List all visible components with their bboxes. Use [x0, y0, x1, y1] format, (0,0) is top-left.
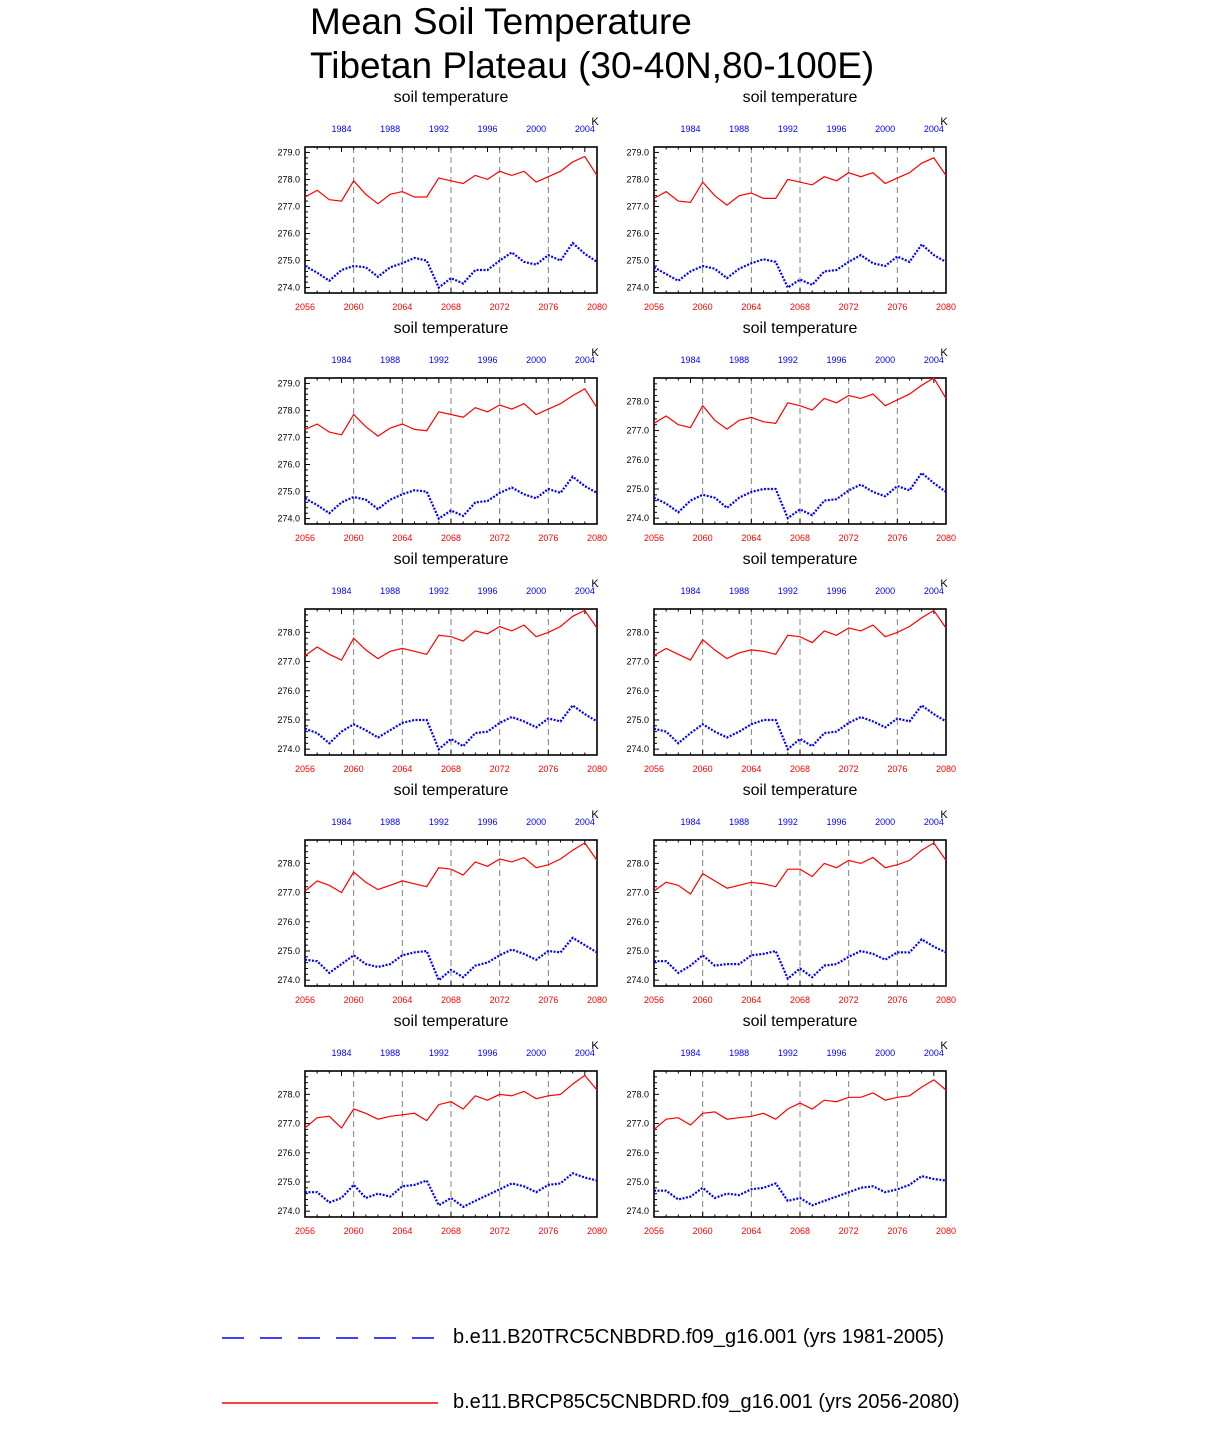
x-tick-label-bottom: 2072 — [838, 533, 859, 543]
y-tick-label: 277.0 — [277, 201, 300, 212]
y-tick-label: 278.0 — [277, 405, 300, 416]
y-tick-label: 275.0 — [626, 483, 649, 494]
x-tick-label-top: 2000 — [875, 1048, 896, 1058]
y-tick-label: 274.0 — [277, 1206, 300, 1217]
panel-title: soil temperature — [393, 782, 509, 799]
x-tick-label-bottom: 2080 — [935, 302, 957, 312]
y-tick-label: 275.0 — [277, 486, 300, 497]
x-tick-label-bottom: 2060 — [343, 1226, 364, 1236]
x-tick-label-bottom: 2072 — [838, 764, 859, 774]
panel-title: soil temperature — [393, 89, 509, 106]
panel-title: soil temperature — [393, 320, 509, 337]
x-tick-label-bottom: 2080 — [935, 764, 957, 774]
x-tick-label-top: 2000 — [875, 586, 896, 596]
x-tick-label-bottom: 2080 — [586, 764, 608, 774]
x-tick-label-top: 2000 — [526, 1048, 547, 1058]
x-tick-label-bottom: 2064 — [741, 533, 762, 543]
y-tick-label: 277.0 — [277, 1118, 300, 1129]
y-tick-label: 275.0 — [626, 945, 649, 956]
x-tick-label-top: 2004 — [923, 817, 944, 827]
units-label: K — [591, 347, 599, 359]
x-tick-label-bottom: 2064 — [741, 764, 762, 774]
x-tick-label-bottom: 2056 — [294, 1226, 316, 1236]
x-tick-label-top: 1996 — [477, 817, 498, 827]
y-tick-label: 275.0 — [626, 714, 649, 725]
x-tick-label-top: 1988 — [729, 817, 750, 827]
panel-title: soil temperature — [742, 320, 858, 337]
x-tick-label-bottom: 2080 — [935, 533, 957, 543]
x-tick-label-top: 1984 — [331, 817, 352, 827]
x-tick-label-bottom: 2064 — [741, 1226, 762, 1236]
x-tick-label-bottom: 2056 — [643, 995, 665, 1005]
x-tick-label-top: 2000 — [526, 124, 547, 134]
panel-title: soil temperature — [742, 551, 858, 568]
x-tick-label-top: 1988 — [729, 355, 750, 365]
x-tick-label-bottom: 2056 — [643, 302, 665, 312]
units-label: K — [591, 578, 599, 590]
y-tick-label: 277.0 — [626, 656, 649, 667]
x-tick-label-top: 1988 — [729, 124, 750, 134]
x-tick-label-bottom: 2056 — [294, 533, 316, 543]
y-tick-label: 274.0 — [277, 975, 300, 986]
x-tick-label-top: 1992 — [777, 124, 798, 134]
x-tick-label-bottom: 2072 — [489, 1226, 510, 1236]
x-tick-label-bottom: 2072 — [489, 764, 510, 774]
x-tick-label-bottom: 2060 — [343, 764, 364, 774]
x-tick-label-top: 1988 — [380, 355, 401, 365]
x-tick-label-bottom: 2076 — [887, 302, 908, 312]
y-tick-label: 276.0 — [277, 459, 300, 470]
x-tick-label-top: 2004 — [574, 355, 595, 365]
x-tick-label-bottom: 2064 — [392, 302, 413, 312]
y-tick-label: 277.0 — [626, 887, 649, 898]
x-tick-label-top: 1996 — [826, 1048, 847, 1058]
panel-title: soil temperature — [742, 1013, 858, 1030]
x-tick-label-top: 1984 — [680, 1048, 701, 1058]
y-tick-label: 278.0 — [626, 1089, 649, 1100]
x-tick-label-bottom: 2060 — [343, 302, 364, 312]
x-tick-label-bottom: 2076 — [538, 302, 559, 312]
x-tick-label-bottom: 2072 — [489, 302, 510, 312]
x-tick-label-top: 1984 — [331, 355, 352, 365]
x-tick-label-bottom: 2064 — [392, 995, 413, 1005]
y-tick-label: 277.0 — [277, 887, 300, 898]
x-tick-label-top: 2000 — [526, 586, 547, 596]
x-tick-label-top: 1992 — [428, 1048, 449, 1058]
x-tick-label-top: 1992 — [777, 817, 798, 827]
x-tick-label-top: 1988 — [380, 817, 401, 827]
x-tick-label-bottom: 2076 — [538, 764, 559, 774]
x-tick-label-bottom: 2064 — [392, 533, 413, 543]
x-tick-label-top: 2004 — [574, 817, 595, 827]
x-tick-label-bottom: 2056 — [643, 1226, 665, 1236]
x-tick-label-bottom: 2072 — [838, 1226, 859, 1236]
x-tick-label-bottom: 2076 — [538, 533, 559, 543]
y-tick-label: 276.0 — [626, 685, 649, 696]
x-tick-label-top: 1996 — [826, 586, 847, 596]
x-tick-label-bottom: 2072 — [489, 995, 510, 1005]
units-label: K — [940, 809, 948, 821]
y-tick-label: 276.0 — [277, 916, 300, 927]
x-tick-label-top: 2004 — [923, 586, 944, 596]
y-tick-label: 275.0 — [626, 1176, 649, 1187]
x-tick-label-top: 2004 — [923, 124, 944, 134]
x-tick-label-bottom: 2060 — [692, 533, 713, 543]
x-tick-label-top: 2004 — [574, 124, 595, 134]
x-tick-label-bottom: 2064 — [392, 764, 413, 774]
x-tick-label-bottom: 2060 — [692, 1226, 713, 1236]
x-tick-label-bottom: 2068 — [789, 533, 811, 543]
x-tick-label-bottom: 2068 — [440, 302, 462, 312]
x-tick-label-bottom: 2056 — [294, 764, 316, 774]
x-tick-label-top: 1984 — [680, 355, 701, 365]
x-tick-label-bottom: 2060 — [343, 533, 364, 543]
units-label: K — [591, 1040, 599, 1052]
y-tick-label: 276.0 — [277, 1147, 300, 1158]
x-tick-label-bottom: 2068 — [440, 995, 462, 1005]
y-tick-label: 279.0 — [277, 378, 300, 389]
x-tick-label-bottom: 2076 — [538, 1226, 559, 1236]
x-tick-label-top: 1984 — [680, 586, 701, 596]
x-tick-label-bottom: 2072 — [838, 995, 859, 1005]
x-tick-label-top: 1988 — [380, 586, 401, 596]
x-tick-label-top: 1996 — [826, 817, 847, 827]
legend-label-future: b.e11.BRCP85C5CNBDRD.f09_g16.001 (yrs 2056-2080) — [453, 1391, 960, 1413]
y-tick-label: 275.0 — [277, 945, 300, 956]
x-tick-label-top: 1992 — [777, 355, 798, 365]
x-tick-label-bottom: 2080 — [586, 533, 608, 543]
x-tick-label-bottom: 2068 — [789, 995, 811, 1005]
x-tick-label-top: 1992 — [428, 124, 449, 134]
x-tick-label-bottom: 2080 — [935, 1226, 957, 1236]
x-tick-label-top: 1988 — [729, 1048, 750, 1058]
y-tick-label: 274.0 — [626, 282, 649, 293]
x-tick-label-bottom: 2064 — [741, 302, 762, 312]
y-tick-label: 277.0 — [626, 1118, 649, 1129]
x-tick-label-top: 1992 — [777, 586, 798, 596]
x-tick-label-bottom: 2064 — [741, 995, 762, 1005]
x-tick-label-top: 2000 — [875, 817, 896, 827]
y-tick-label: 276.0 — [626, 454, 649, 465]
x-tick-label-top: 1984 — [680, 124, 701, 134]
units-label: K — [591, 809, 599, 821]
units-label: K — [940, 116, 948, 128]
x-tick-label-bottom: 2068 — [789, 764, 811, 774]
y-tick-label: 278.0 — [277, 174, 300, 185]
y-tick-label: 279.0 — [277, 147, 300, 158]
units-label: K — [940, 578, 948, 590]
x-tick-label-bottom: 2076 — [887, 533, 908, 543]
x-tick-label-top: 2004 — [574, 1048, 595, 1058]
y-tick-label: 278.0 — [626, 396, 649, 407]
x-tick-label-top: 2000 — [875, 355, 896, 365]
x-tick-label-top: 1996 — [477, 355, 498, 365]
x-tick-label-top: 1984 — [680, 817, 701, 827]
x-tick-label-bottom: 2072 — [838, 302, 859, 312]
units-label: K — [591, 116, 599, 128]
x-tick-label-top: 1996 — [826, 355, 847, 365]
x-tick-label-bottom: 2060 — [692, 302, 713, 312]
x-tick-label-top: 1992 — [428, 355, 449, 365]
y-tick-label: 276.0 — [626, 1147, 649, 1158]
y-tick-label: 274.0 — [626, 975, 649, 986]
x-tick-label-top: 1996 — [477, 1048, 498, 1058]
x-tick-label-bottom: 2068 — [440, 533, 462, 543]
x-tick-label-top: 2000 — [875, 124, 896, 134]
x-tick-label-bottom: 2060 — [692, 995, 713, 1005]
y-tick-label: 274.0 — [626, 513, 649, 524]
panel-title: soil temperature — [742, 89, 858, 106]
x-tick-label-top: 1992 — [428, 586, 449, 596]
x-tick-label-top: 2000 — [526, 817, 547, 827]
x-tick-label-bottom: 2068 — [789, 1226, 811, 1236]
chart-title-line1: Mean Soil Temperature — [310, 1, 692, 42]
x-tick-label-top: 1996 — [477, 586, 498, 596]
x-tick-label-bottom: 2076 — [887, 764, 908, 774]
y-tick-label: 274.0 — [277, 513, 300, 524]
y-tick-label: 278.0 — [277, 1089, 300, 1100]
x-tick-label-top: 1984 — [331, 586, 352, 596]
x-tick-label-bottom: 2068 — [440, 764, 462, 774]
panel-title: soil temperature — [393, 1013, 509, 1030]
y-tick-label: 274.0 — [277, 744, 300, 755]
x-tick-label-top: 2004 — [923, 1048, 944, 1058]
x-tick-label-top: 1992 — [428, 817, 449, 827]
y-tick-label: 279.0 — [626, 147, 649, 158]
y-tick-label: 278.0 — [277, 858, 300, 869]
panel-title: soil temperature — [742, 782, 858, 799]
units-label: K — [940, 1040, 948, 1052]
y-tick-label: 278.0 — [626, 858, 649, 869]
y-tick-label: 275.0 — [277, 255, 300, 266]
y-tick-label: 277.0 — [277, 432, 300, 443]
x-tick-label-bottom: 2080 — [586, 302, 608, 312]
x-tick-label-top: 1988 — [729, 586, 750, 596]
x-tick-label-top: 2004 — [574, 586, 595, 596]
x-tick-label-bottom: 2080 — [586, 995, 608, 1005]
x-tick-label-top: 1996 — [826, 124, 847, 134]
x-tick-label-bottom: 2076 — [887, 1226, 908, 1236]
x-tick-label-bottom: 2060 — [343, 995, 364, 1005]
x-tick-label-bottom: 2060 — [692, 764, 713, 774]
y-tick-label: 278.0 — [277, 627, 300, 638]
x-tick-label-top: 1984 — [331, 1048, 352, 1058]
x-tick-label-bottom: 2080 — [935, 995, 957, 1005]
units-label: K — [940, 347, 948, 359]
y-tick-label: 275.0 — [626, 255, 649, 266]
y-tick-label: 276.0 — [626, 228, 649, 239]
y-tick-label: 278.0 — [626, 174, 649, 185]
x-tick-label-bottom: 2056 — [643, 533, 665, 543]
y-tick-label: 276.0 — [277, 228, 300, 239]
y-tick-label: 275.0 — [277, 714, 300, 725]
x-tick-label-bottom: 2076 — [887, 995, 908, 1005]
y-tick-label: 274.0 — [626, 744, 649, 755]
y-tick-label: 275.0 — [277, 1176, 300, 1187]
panel-title: soil temperature — [393, 551, 509, 568]
y-tick-label: 274.0 — [277, 282, 300, 293]
x-tick-label-bottom: 2056 — [294, 302, 316, 312]
x-tick-label-top: 1996 — [477, 124, 498, 134]
y-tick-label: 276.0 — [277, 685, 300, 696]
x-tick-label-bottom: 2056 — [294, 995, 316, 1005]
x-tick-label-bottom: 2068 — [440, 1226, 462, 1236]
x-tick-label-top: 2000 — [526, 355, 547, 365]
y-tick-label: 277.0 — [626, 201, 649, 212]
y-tick-label: 277.0 — [626, 425, 649, 436]
x-tick-label-top: 1988 — [380, 1048, 401, 1058]
x-tick-label-bottom: 2068 — [789, 302, 811, 312]
x-tick-label-bottom: 2056 — [643, 764, 665, 774]
y-tick-label: 278.0 — [626, 627, 649, 638]
y-tick-label: 276.0 — [626, 916, 649, 927]
x-tick-label-top: 1992 — [777, 1048, 798, 1058]
y-tick-label: 274.0 — [626, 1206, 649, 1217]
x-tick-label-bottom: 2080 — [586, 1226, 608, 1236]
x-tick-label-top: 1984 — [331, 124, 352, 134]
x-tick-label-bottom: 2064 — [392, 1226, 413, 1236]
y-tick-label: 277.0 — [277, 656, 300, 667]
chart-title-line2: Tibetan Plateau (30-40N,80-100E) — [310, 45, 875, 86]
x-tick-label-bottom: 2076 — [538, 995, 559, 1005]
x-tick-label-top: 1988 — [380, 124, 401, 134]
legend-label-historical: b.e11.B20TRC5CNBDRD.f09_g16.001 (yrs 1981-2005) — [453, 1326, 945, 1348]
x-tick-label-top: 2004 — [923, 355, 944, 365]
x-tick-label-bottom: 2072 — [489, 533, 510, 543]
